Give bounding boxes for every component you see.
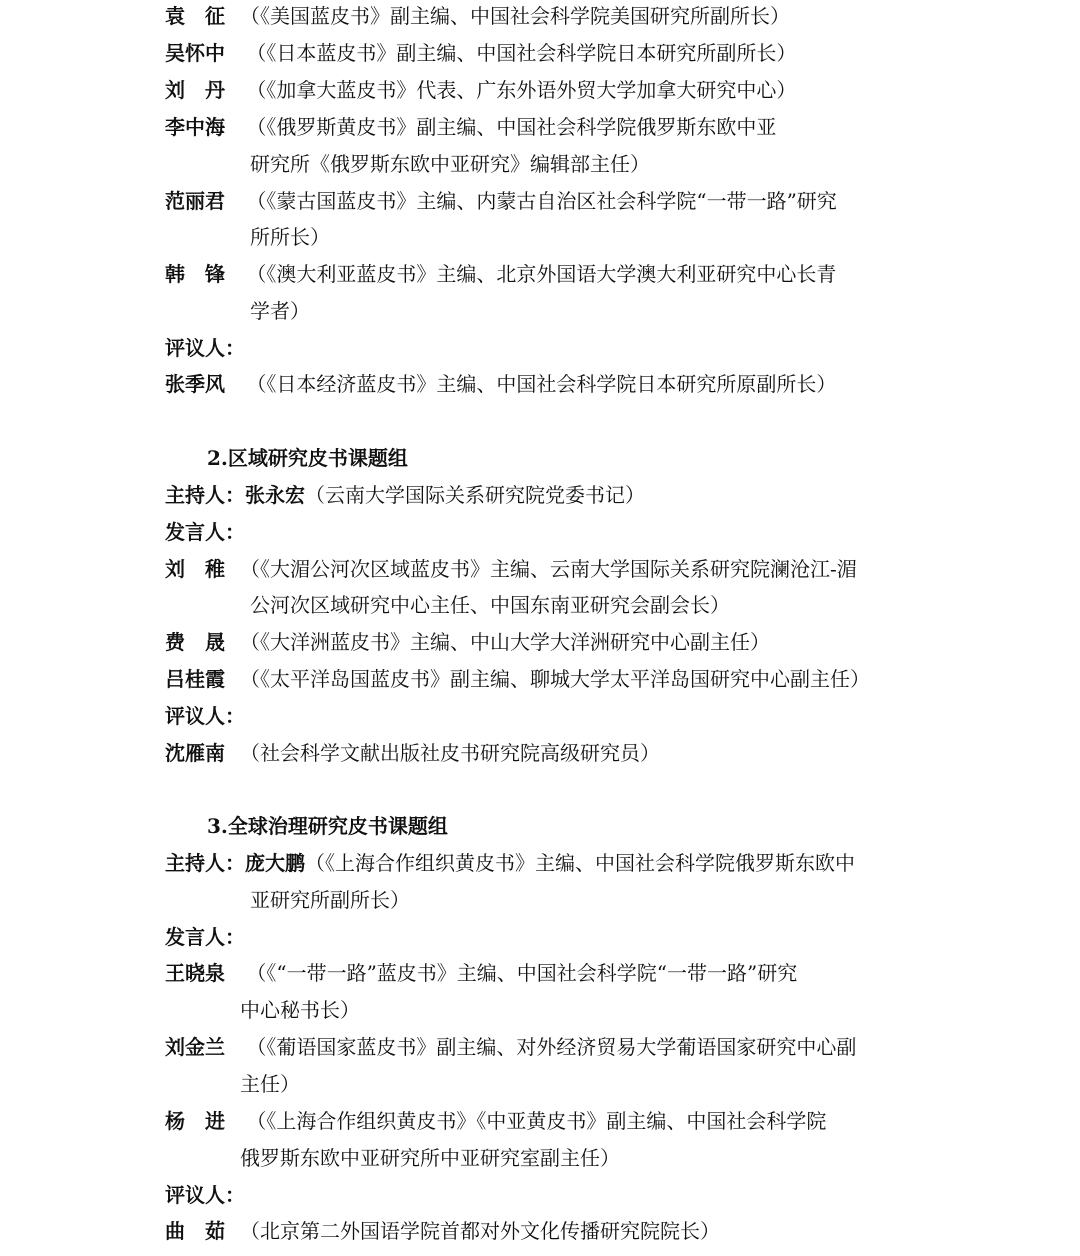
speaker-entry bbox=[165, 261, 836, 287]
speaker-desc: （《蒙古国蓝皮书》主编、内蒙古自治区社会科学院“一带一路”研究 bbox=[240, 189, 837, 213]
speaker-desc: （《“一带一路”蓝皮书》主编、中国社会科学院“一带一路”研究 bbox=[240, 961, 798, 985]
speaker-desc: （《俄罗斯黄皮书》副主编、中国社会科学院俄罗斯东欧中亚 bbox=[240, 115, 777, 139]
speaker-name: 吕桂霞 bbox=[165, 667, 225, 691]
speaker-desc-continued: 研究所《俄罗斯东欧中亚研究》编辑部主任） bbox=[250, 152, 650, 176]
commentator-label: 评议人： bbox=[165, 336, 245, 360]
speaker-desc-continued: 所所长） bbox=[250, 225, 330, 249]
commentator-name: 沈雁南 bbox=[165, 741, 225, 765]
commentator-desc: （《日本经济蓝皮书》主编、中国社会科学院日本研究所原副所长） bbox=[240, 372, 837, 396]
host-desc: （云南大学国际关系研究院党委书记） bbox=[305, 483, 645, 507]
host-entry bbox=[165, 482, 645, 508]
speaker-name: 费 晟 bbox=[165, 630, 225, 654]
speaker-entry bbox=[165, 1108, 826, 1134]
speaker-desc-continued: 公河次区域研究中心主任、中国东南亚研究会副会长） bbox=[250, 593, 730, 617]
speaker-desc: （《太平洋岛国蓝皮书》副主编、聊城大学太平洋岛国研究中心副主任） bbox=[240, 667, 870, 691]
speaker-entry bbox=[165, 1034, 856, 1060]
speaker-name: 吴怀中 bbox=[165, 41, 225, 65]
speaker-name: 李中海 bbox=[165, 115, 225, 139]
speaker-entry bbox=[165, 960, 797, 986]
commentator-entry bbox=[165, 371, 836, 397]
speaker-name: 王晓泉 bbox=[165, 961, 225, 985]
host-label: 主持人： bbox=[165, 483, 245, 507]
speaker-name: 袁 征 bbox=[165, 4, 225, 28]
speaker-entry bbox=[165, 40, 796, 66]
speaker-entry bbox=[165, 114, 776, 140]
speaker-desc: （《葡语国家蓝皮书》副主编、对外经济贸易大学葡语国家研究中心副 bbox=[240, 1035, 857, 1059]
speaker-name: 杨 进 bbox=[165, 1109, 225, 1133]
speaker-name: 刘 稚 bbox=[165, 557, 225, 581]
commentator-label: 评议人： bbox=[165, 704, 245, 728]
commentator-entry bbox=[165, 740, 660, 766]
speakers-label: 发言人： bbox=[165, 520, 245, 544]
section-heading: 3.全球治理研究皮书课题组 bbox=[207, 814, 448, 838]
speaker-desc-continued: 俄罗斯东欧中亚研究所中亚研究室副主任） bbox=[240, 1146, 620, 1170]
speaker-desc: （《澳大利亚蓝皮书》主编、北京外国语大学澳大利亚研究中心长青 bbox=[240, 262, 837, 286]
speaker-desc: （《大湄公河次区域蓝皮书》主编、云南大学国际关系研究院澜沧江-湄 bbox=[240, 557, 857, 581]
host-name: 张永宏 bbox=[245, 483, 305, 507]
commentator-desc: （北京第二外国语学院首都对外文化传播研究院院长） bbox=[240, 1219, 720, 1243]
speaker-name: 范丽君 bbox=[165, 189, 225, 213]
speaker-entry bbox=[165, 3, 790, 29]
speaker-entry bbox=[165, 556, 857, 582]
speaker-desc: （《大洋洲蓝皮书》主编、中山大学大洋洲研究中心副主任） bbox=[240, 630, 770, 654]
commentator-name: 曲 茹 bbox=[165, 1219, 225, 1243]
commentator-label: 评议人： bbox=[165, 1183, 245, 1207]
host-entry bbox=[165, 850, 855, 876]
speaker-desc: （《加拿大蓝皮书》代表、广东外语外贸大学加拿大研究中心） bbox=[240, 78, 797, 102]
commentator-name: 张季风 bbox=[165, 372, 225, 396]
speaker-entry bbox=[165, 77, 796, 103]
speaker-desc-continued: 学者） bbox=[250, 299, 310, 323]
commentator-desc: （社会科学文献出版社皮书研究院高级研究员） bbox=[240, 741, 660, 765]
speaker-entry bbox=[165, 188, 837, 214]
speaker-entry bbox=[165, 629, 770, 655]
commentator-entry bbox=[165, 1218, 720, 1244]
section-heading: 2.区域研究皮书课题组 bbox=[207, 446, 408, 470]
speaker-desc-continued: 中心秘书长） bbox=[240, 998, 360, 1022]
host-label: 主持人： bbox=[165, 851, 245, 875]
speaker-name: 刘 丹 bbox=[165, 78, 225, 102]
host-desc: （《上海合作组织黄皮书》主编、中国社会科学院俄罗斯东欧中 bbox=[305, 851, 855, 875]
speaker-entry bbox=[165, 666, 870, 692]
speaker-name: 刘金兰 bbox=[165, 1035, 225, 1059]
speaker-desc: （《上海合作组织黄皮书》《中亚黄皮书》副主编、中国社会科学院 bbox=[240, 1109, 827, 1133]
speaker-name: 韩 锋 bbox=[165, 262, 225, 286]
speakers-label: 发言人： bbox=[165, 925, 245, 949]
speaker-desc: （《美国蓝皮书》副主编、中国社会科学院美国研究所副所长） bbox=[240, 4, 790, 28]
host-name: 庞大鹏 bbox=[245, 851, 305, 875]
speaker-desc: （《日本蓝皮书》副主编、中国社会科学院日本研究所副所长） bbox=[240, 41, 797, 65]
speaker-desc-continued: 主任） bbox=[240, 1072, 300, 1096]
host-desc-continued: 亚研究所副所长） bbox=[250, 888, 410, 912]
